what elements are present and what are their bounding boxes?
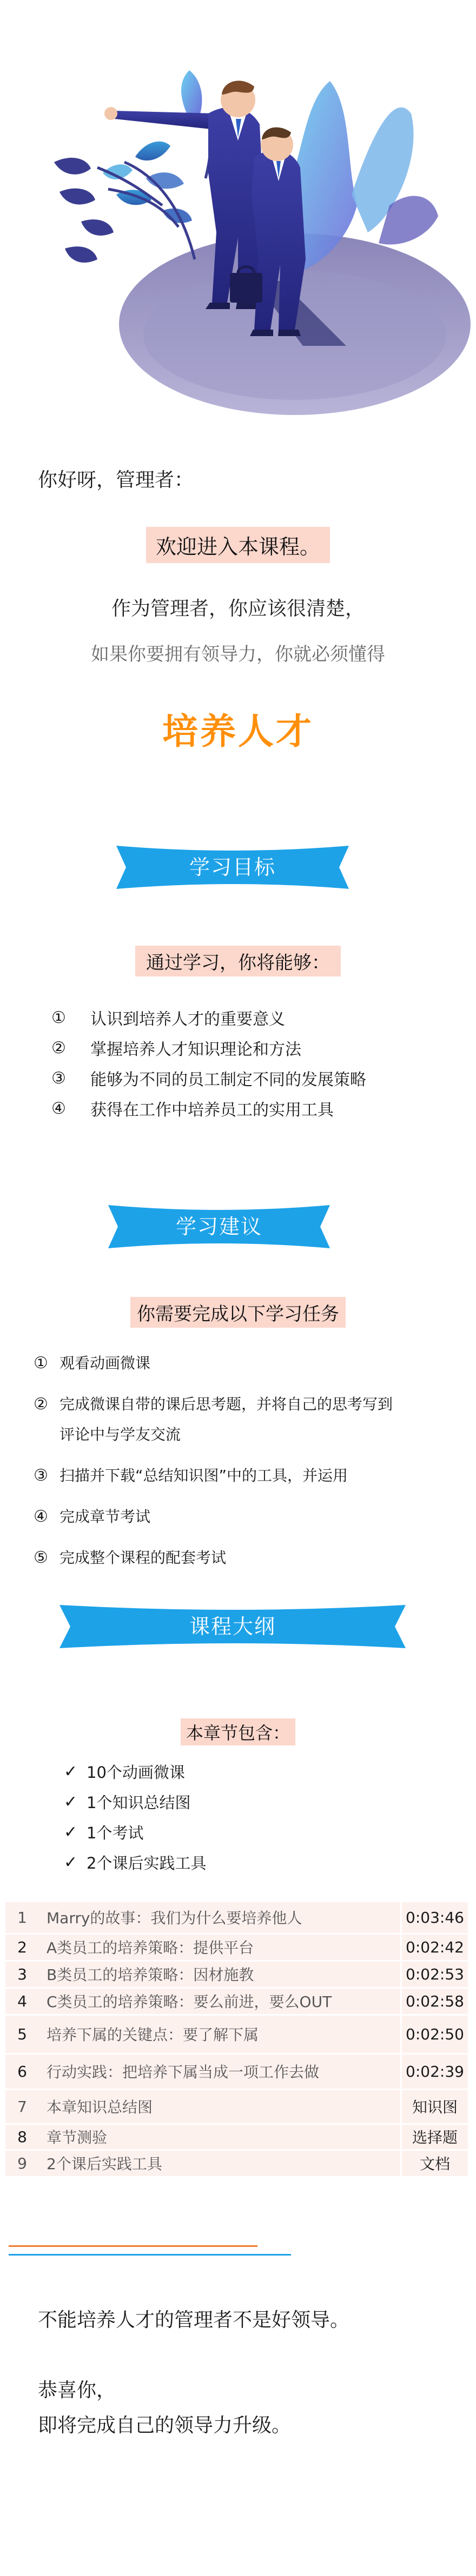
row-title: 2个课后实践工具 bbox=[39, 2150, 401, 2177]
task-text: 扫描并下载“总结知识图”中的工具，并运用 bbox=[60, 1467, 348, 1484]
learning-advice-banner bbox=[108, 1200, 330, 1254]
task-text-continued: 评论中与学友交流 bbox=[60, 1426, 181, 1443]
table-row bbox=[5, 1988, 468, 2015]
check-icon: ✓ bbox=[64, 1762, 78, 1781]
task-number: ① bbox=[34, 1354, 48, 1373]
row-duration: 0:02:53 bbox=[401, 1961, 468, 1988]
task-item bbox=[34, 1389, 455, 1450]
row-duration: 0:02:58 bbox=[401, 1988, 468, 2015]
table-row bbox=[5, 1933, 468, 1961]
tasks-subtitle-line bbox=[0, 1297, 476, 1328]
row-index: 6 bbox=[5, 2053, 39, 2089]
row-index: 1 bbox=[5, 1902, 39, 1933]
goal-text: 能够为不同的员工制定不同的发展策略 bbox=[90, 1070, 366, 1089]
row-title: 培养下属的关键点：要了解下属 bbox=[39, 2015, 401, 2053]
welcome-line bbox=[0, 527, 476, 563]
goal-item bbox=[51, 1063, 366, 1093]
goals-subtitle: 通过学习，你将能够： bbox=[135, 946, 341, 976]
goals-list bbox=[51, 1002, 366, 1123]
row-title: C类员工的培养策略：要么前进，要么OUT bbox=[39, 1988, 401, 2015]
check-icon: ✓ bbox=[64, 1822, 78, 1842]
list-item bbox=[64, 1817, 206, 1847]
row-index: 3 bbox=[5, 1961, 39, 1988]
task-item bbox=[34, 1502, 455, 1532]
hero-illustration bbox=[0, 0, 476, 432]
list-item-text: 1个知识总结图 bbox=[87, 1793, 191, 1812]
table-row bbox=[5, 1961, 468, 1988]
greeting-text: 你好呀，管理者： bbox=[38, 469, 194, 491]
row-duration: 0:02:39 bbox=[401, 2053, 468, 2089]
row-title: 章节测验 bbox=[39, 2124, 401, 2150]
goal-item bbox=[51, 1002, 366, 1033]
goals-subtitle-line bbox=[0, 946, 476, 976]
intro-line-2: 如果你要拥有领导力，你就必须懂得 bbox=[91, 644, 385, 665]
task-number: ③ bbox=[34, 1466, 48, 1485]
row-duration: 0:02:42 bbox=[401, 1933, 468, 1961]
congrats-text: 恭喜你， bbox=[38, 2379, 116, 2401]
upgrade-text: 即将完成自己的领导力升级。 bbox=[38, 2414, 292, 2437]
goal-number: ③ bbox=[51, 1068, 66, 1088]
row-index: 7 bbox=[5, 2089, 39, 2124]
table-row bbox=[5, 2053, 468, 2089]
learning-goals-banner bbox=[116, 840, 349, 894]
goal-number: ① bbox=[51, 1008, 66, 1027]
table-row bbox=[5, 2124, 468, 2150]
row-duration: 文档 bbox=[401, 2150, 468, 2177]
task-item bbox=[34, 1461, 455, 1491]
outline-subtitle: 本章节包含： bbox=[181, 1718, 295, 1745]
welcome-highlight: 欢迎进入本课程。 bbox=[146, 527, 330, 563]
row-duration: 0:03:46 bbox=[401, 1902, 468, 1933]
tasks-list bbox=[34, 1348, 455, 1584]
list-item bbox=[64, 1787, 206, 1817]
intro-line-1: 作为管理者，你应该很清楚， bbox=[111, 598, 365, 620]
task-number: ④ bbox=[34, 1507, 48, 1526]
check-icon: ✓ bbox=[64, 1852, 78, 1872]
check-icon: ✓ bbox=[64, 1792, 78, 1811]
goal-text: 获得在工作中培养员工的实用工具 bbox=[90, 1101, 334, 1120]
list-item bbox=[64, 1847, 206, 1877]
task-item bbox=[34, 1348, 455, 1379]
list-item-text: 1个考试 bbox=[87, 1823, 144, 1842]
course-outline-table bbox=[5, 1902, 468, 2178]
table-row bbox=[5, 2150, 468, 2177]
outline-subtitle-line bbox=[0, 1718, 476, 1745]
chapter-contents-list bbox=[64, 1756, 206, 1877]
row-index: 8 bbox=[5, 2124, 39, 2150]
course-title: 培养人才 bbox=[162, 711, 314, 752]
learning-goals-title: 学习目标 bbox=[189, 855, 276, 879]
task-item bbox=[34, 1543, 455, 1573]
row-duration: 选择题 bbox=[401, 2124, 468, 2150]
goal-number: ④ bbox=[51, 1099, 66, 1118]
row-duration: 知识图 bbox=[401, 2089, 468, 2124]
row-duration: 0:02:50 bbox=[401, 2015, 468, 2053]
row-title: 行动实践：把培养下属当成一项工作去做 bbox=[39, 2053, 401, 2089]
row-index: 2 bbox=[5, 1933, 39, 1961]
task-number: ⑤ bbox=[34, 1548, 48, 1567]
task-text: 完成整个课程的配套考试 bbox=[60, 1549, 227, 1567]
task-text: 完成章节考试 bbox=[60, 1508, 151, 1525]
goal-text: 认识到培养人才的重要意义 bbox=[90, 1010, 285, 1029]
goal-item bbox=[51, 1093, 366, 1123]
row-index: 5 bbox=[5, 2015, 39, 2053]
table-row bbox=[5, 2015, 468, 2053]
task-text: 观看动画微课 bbox=[60, 1354, 151, 1372]
task-text: 完成微课自带的课后思考题，并将自己的思考写到 bbox=[60, 1395, 393, 1413]
tasks-subtitle: 你需要完成以下学习任务 bbox=[130, 1297, 346, 1328]
row-index: 4 bbox=[5, 1988, 39, 2015]
divider-orange bbox=[9, 2245, 257, 2247]
list-item-text: 2个课后实践工具 bbox=[87, 1854, 207, 1872]
list-item bbox=[64, 1756, 206, 1787]
row-title: Marry的故事：我们为什么要培养他人 bbox=[39, 1902, 401, 1933]
task-number: ② bbox=[34, 1395, 48, 1414]
row-title: B类员工的培养策略：因材施教 bbox=[39, 1961, 401, 1988]
row-title: 本章知识总结图 bbox=[39, 2089, 401, 2124]
list-item-text: 10个动画微课 bbox=[87, 1763, 185, 1782]
divider-blue bbox=[9, 2254, 291, 2256]
table-row bbox=[5, 1902, 468, 1933]
learning-advice-title: 学习建议 bbox=[175, 1215, 262, 1239]
goal-item bbox=[51, 1033, 366, 1063]
goal-number: ② bbox=[51, 1038, 66, 1058]
goal-text: 掌握培养人才知识理论和方法 bbox=[90, 1040, 301, 1059]
course-outline-banner bbox=[60, 1600, 406, 1654]
row-title: A类员工的培养策略：提供平台 bbox=[39, 1933, 401, 1961]
task-text-block bbox=[60, 1389, 393, 1450]
row-index: 9 bbox=[5, 2150, 39, 2177]
table-row bbox=[5, 2089, 468, 2124]
course-outline-title: 课程大纲 bbox=[189, 1615, 276, 1638]
closing-statement: 不能培养人才的管理者不是好领导。 bbox=[38, 2309, 350, 2331]
